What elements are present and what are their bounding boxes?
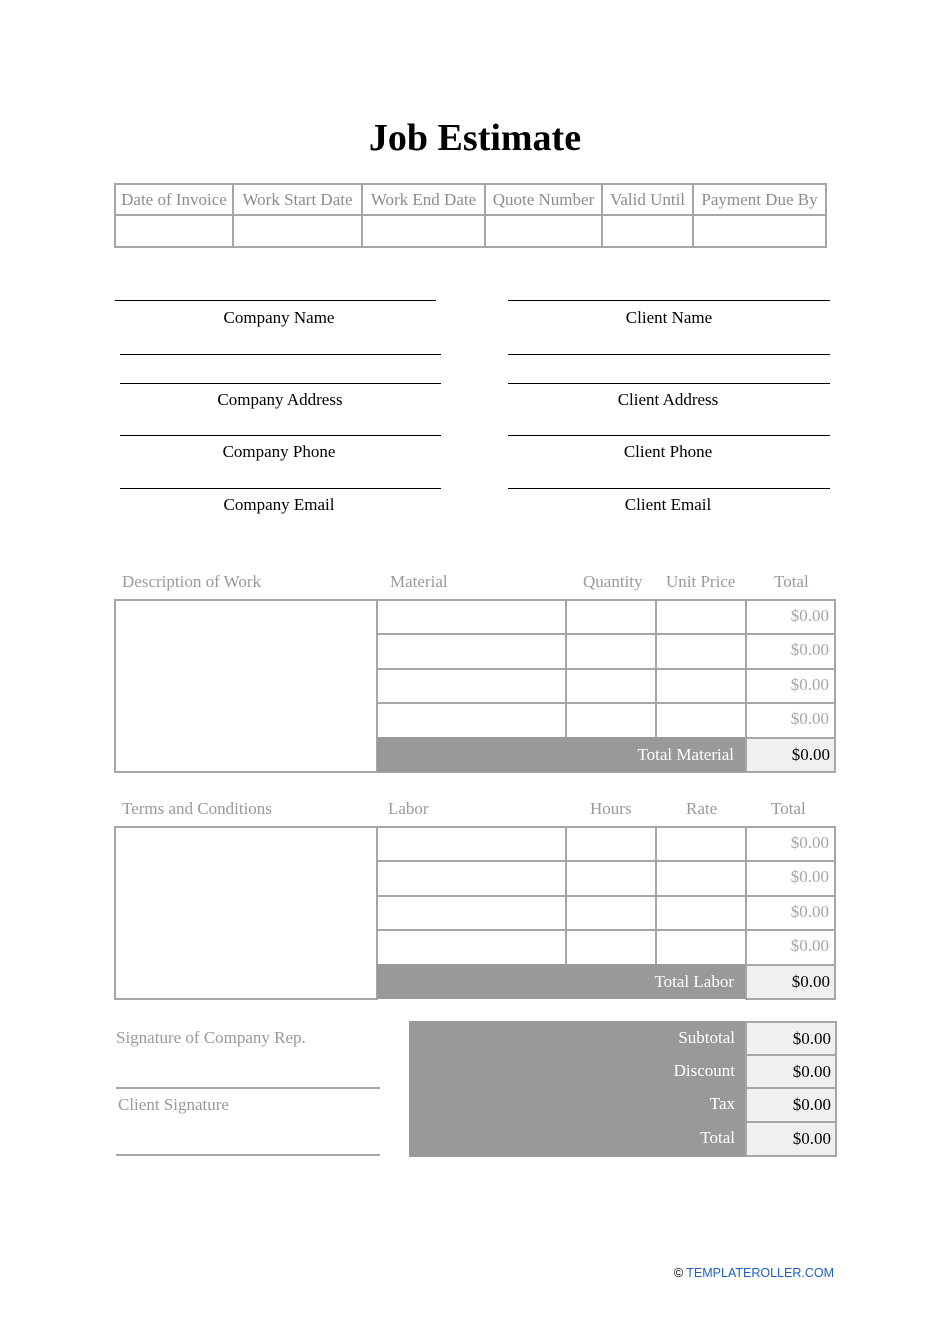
company-email-line[interactable] xyxy=(120,488,441,489)
hours-cell[interactable] xyxy=(565,929,657,966)
company-phone-label: Company Phone xyxy=(222,442,336,461)
material-cell[interactable] xyxy=(376,702,567,739)
labor-header: Labor xyxy=(388,799,429,818)
client-address-label: Client Address xyxy=(617,390,719,409)
invoice-dates-table xyxy=(114,183,827,248)
unit-price-cell[interactable] xyxy=(655,633,747,670)
header-quote-number: Quote Number xyxy=(485,184,602,215)
material-cell[interactable] xyxy=(376,599,567,635)
material-row-total: $0.00 xyxy=(790,606,829,625)
description-of-work-header: Description of Work xyxy=(122,572,262,591)
client-name-label: Client Name xyxy=(625,308,713,327)
grand-total-value: $0.00 xyxy=(745,1121,837,1157)
header-work-start-date: Work Start Date xyxy=(233,184,362,215)
valid-until-field[interactable] xyxy=(602,215,693,247)
company-address-line-2[interactable] xyxy=(120,383,441,384)
unit-price-cell[interactable] xyxy=(655,702,747,739)
material-cell[interactable] xyxy=(376,668,567,704)
description-of-work-field[interactable] xyxy=(114,599,378,773)
material-row-total: $0.00 xyxy=(790,709,829,728)
company-name-line[interactable] xyxy=(115,300,436,301)
templateroller-link[interactable]: TEMPLATEROLLER.COM xyxy=(686,1266,834,1280)
total-labor-value: $0.00 xyxy=(745,964,836,1000)
subtotal-value: $0.00 xyxy=(745,1021,837,1056)
material-row-total: $0.00 xyxy=(790,675,829,694)
material-header: Material xyxy=(390,572,448,591)
client-name-line[interactable] xyxy=(508,300,830,301)
company-rep-signature-line[interactable] xyxy=(116,1087,380,1089)
rate-cell[interactable] xyxy=(655,826,747,862)
quote-number-field[interactable] xyxy=(485,215,602,247)
client-signature-label: Client Signature xyxy=(118,1095,229,1114)
client-phone-label: Client Phone xyxy=(623,442,713,461)
discount-label: Discount xyxy=(673,1061,735,1080)
hours-cell[interactable] xyxy=(565,895,657,931)
header-payment-due-by: Payment Due By xyxy=(693,184,826,215)
company-name-label: Company Name xyxy=(223,308,335,327)
client-signature-line[interactable] xyxy=(116,1154,380,1156)
page-title: Job Estimate xyxy=(368,117,582,159)
grand-total-label: Total xyxy=(700,1128,735,1147)
labor-row-total: $0.00 xyxy=(790,902,829,921)
client-phone-line[interactable] xyxy=(508,435,830,436)
labor-cell[interactable] xyxy=(376,826,567,862)
hours-cell[interactable] xyxy=(565,860,657,897)
unit-price-cell[interactable] xyxy=(655,599,747,635)
footer-credit[interactable] xyxy=(674,1266,834,1280)
terms-and-conditions-field[interactable] xyxy=(114,826,378,1000)
rate-header: Rate xyxy=(686,799,718,818)
material-row-total: $0.00 xyxy=(790,640,829,659)
hours-cell[interactable] xyxy=(565,826,657,862)
total-material-label: Total Material xyxy=(377,737,746,772)
header-work-end-date: Work End Date xyxy=(362,184,485,215)
labor-row-total: $0.00 xyxy=(790,867,829,886)
client-email-line[interactable] xyxy=(508,488,830,489)
client-email-label: Client Email xyxy=(624,495,712,514)
quantity-header: Quantity xyxy=(583,572,643,591)
company-address-label: Company Address xyxy=(217,390,343,409)
labor-cell[interactable] xyxy=(376,895,567,931)
labor-row-total: $0.00 xyxy=(790,936,829,955)
header-valid-until: Valid Until xyxy=(602,184,693,215)
labor-cell[interactable] xyxy=(376,860,567,897)
rate-cell[interactable] xyxy=(655,895,747,931)
payment-due-by-field[interactable] xyxy=(693,215,826,247)
unit-price-cell[interactable] xyxy=(655,668,747,704)
labor-row-total: $0.00 xyxy=(790,833,829,852)
copyright-icon: © xyxy=(673,1266,684,1280)
client-address-line-1[interactable] xyxy=(508,354,830,355)
company-email-label: Company Email xyxy=(223,495,335,514)
tax-value: $0.00 xyxy=(745,1087,837,1123)
tax-label: Tax xyxy=(709,1094,735,1113)
quantity-cell[interactable] xyxy=(565,702,657,739)
material-total-header: Total xyxy=(774,572,809,591)
hours-header: Hours xyxy=(590,799,632,818)
rate-cell[interactable] xyxy=(655,860,747,897)
rate-cell[interactable] xyxy=(655,929,747,966)
subtotal-label: Subtotal xyxy=(678,1028,735,1047)
labor-total-header: Total xyxy=(771,799,806,818)
material-cell[interactable] xyxy=(376,633,567,670)
unit-price-header: Unit Price xyxy=(666,572,736,591)
discount-value: $0.00 xyxy=(745,1054,837,1089)
total-labor-label: Total Labor xyxy=(377,964,746,999)
client-address-line-2[interactable] xyxy=(508,383,830,384)
header-date-of-invoice: Date of Invoice xyxy=(115,184,233,215)
date-of-invoice-field[interactable] xyxy=(115,215,233,247)
labor-cell[interactable] xyxy=(376,929,567,966)
total-material-value: $0.00 xyxy=(745,737,836,773)
company-phone-line[interactable] xyxy=(120,435,441,436)
company-rep-signature-label: Signature of Company Rep. xyxy=(116,1028,306,1047)
work-start-date-field[interactable] xyxy=(233,215,362,247)
terms-and-conditions-header: Terms and Conditions xyxy=(122,799,272,818)
quantity-cell[interactable] xyxy=(565,633,657,670)
quantity-cell[interactable] xyxy=(565,599,657,635)
company-address-line-1[interactable] xyxy=(120,354,441,355)
work-end-date-field[interactable] xyxy=(362,215,485,247)
quantity-cell[interactable] xyxy=(565,668,657,704)
